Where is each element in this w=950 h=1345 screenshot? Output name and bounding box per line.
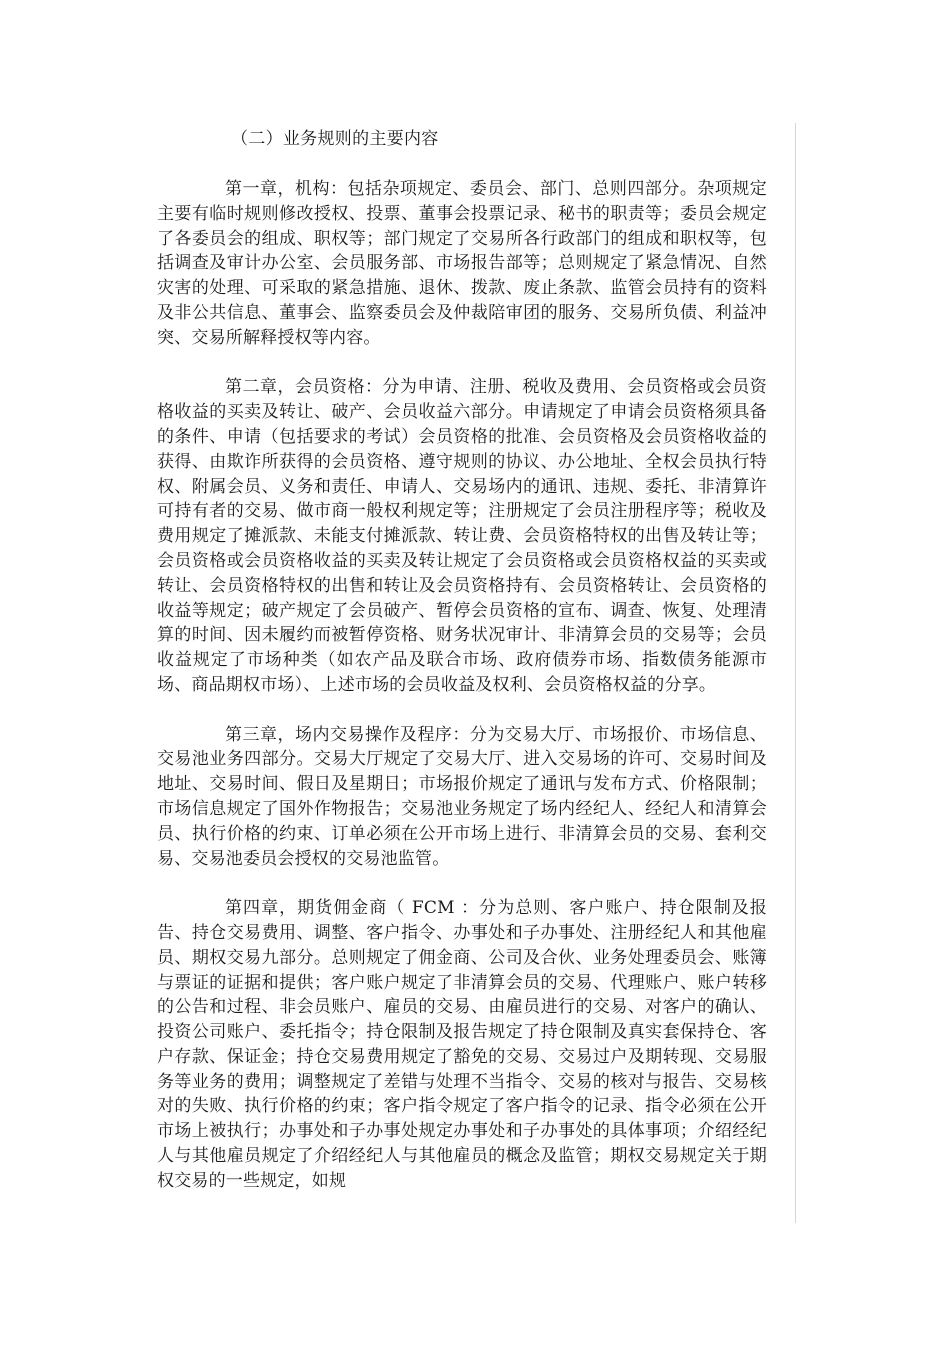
paragraph-chapter-2: 第二章，会员资格：分为申请、注册、税收及费用、会员资格或会员资格收益的买卖及转让、破产、会员收益六部分。申请规定了申请会员资格须具备的条件、申请（包括要求的考试）会员资格的批准、会员资格及会员资格收益的获得、由欺诈所获得的会员资格、遵守规则的协议、办公地址、全权会员执行特权、附属会员、义务和责任、申请人、交易场内的通讯、违规、委托、非清算许可持有者的交易、做市商一般权利规定等；注册规定了会员注册程序等；税收及费用规定了摊派款、未能支付摊派款、转让费、会员资格特权的出售及转让等；会员资格或会员资格收益的买卖及转让规定了会员资格或会员资格权益的买卖或转让、会员资格特权的出售和转让及会员资格持有、会员资格转让、会员资格的收益等规定；破产规定了会员破产、暂停会员资格的宣布、调查、恢复、处理清算的时间、因未履约而被暂停资格、财务状况审计、非清算会员的交易等；会员收益规定了市场种类（如农产品及联合市场、政府债券市场、指数债务能源市场、商品期权市场）、上述市场的会员收益及权利、会员资格权益的分享。 — [157, 377, 767, 695]
section-heading: （二）业务规则的主要内容 — [231, 129, 439, 149]
paragraph-chapter-4: 第四章，期货佣金商（ FCM ：分为总则、客户账户、持仓限制及报告、持仓交易费用、调整、客户指令、办事处和子办事处、注册经纪人和其他雇员、期权交易九部分。总则规定了佣金商、公司及合伙、业务处理委员会、账簿与票证的证据和提供；客户账户规定了非清算会员的交易、代理账户、账户转移的公告和过程、非会员账户、雇员的交易、由雇员进行的交易、对客户的确认、投资公司账户、委托指令；持仓限制及报告规定了持仓限制及真实套保持仓、客户存款、保证金；持仓交易费用规定了豁免的交易、交易过户及期转现、交易服务等业务的费用；调整规定了差错与处理不当指令、交易的核对与报告、交易核对的失败、执行价格的约束；客户指令规定了客户指令的记录、指令必须在公开市场上被执行；办事处和子办事处规定办事处和子办事处的具体事项；介绍经纪人与其他雇员规定了介绍经纪人与其他雇员的概念及监管；期权交易规定关于期权交易的一些规定，如规 — [157, 898, 767, 1191]
page-edge-rule — [795, 123, 796, 1223]
paragraph-chapter-3: 第三章，场内交易操作及程序：分为交易大厅、市场报价、市场信息、交易池业务四部分。交易大厅规定了交易大厅、进入交易场的许可、交易时间及地址、交易时间、假日及星期日；市场报价规定了通讯与发布方式、价格限制；市场信息规定了国外作物报告；交易池业务规定了场内经纪人、经纪人和清算会员、执行价格的约束、订单必须在公开市场上进行、非清算会员的交易、套利交易、交易池委员会授权的交易池监管。 — [157, 724, 767, 869]
paragraph-chapter-1: 第一章，机构：包括杂项规定、委员会、部门、总则四部分。杂项规定主要有临时规则修改授权、投票、董事会投票记录、秘书的职责等；委员会规定了各委员会的组成、职权等；部门规定了交易所各行政部门的组成和职权等，包括调查及审计办公室、会员服务部、市场报告部等；总则规定了紧急情况、自然灾害的处理、可采取的紧急措施、退休、拨款、废止条款、监管会员持有的资料及非公共信息、董事会、监察委员会及仲裁陪审团的服务、交易所负债、利益冲突、交易所解释授权等内容。 — [157, 179, 767, 348]
document-body — [157, 127, 767, 1194]
